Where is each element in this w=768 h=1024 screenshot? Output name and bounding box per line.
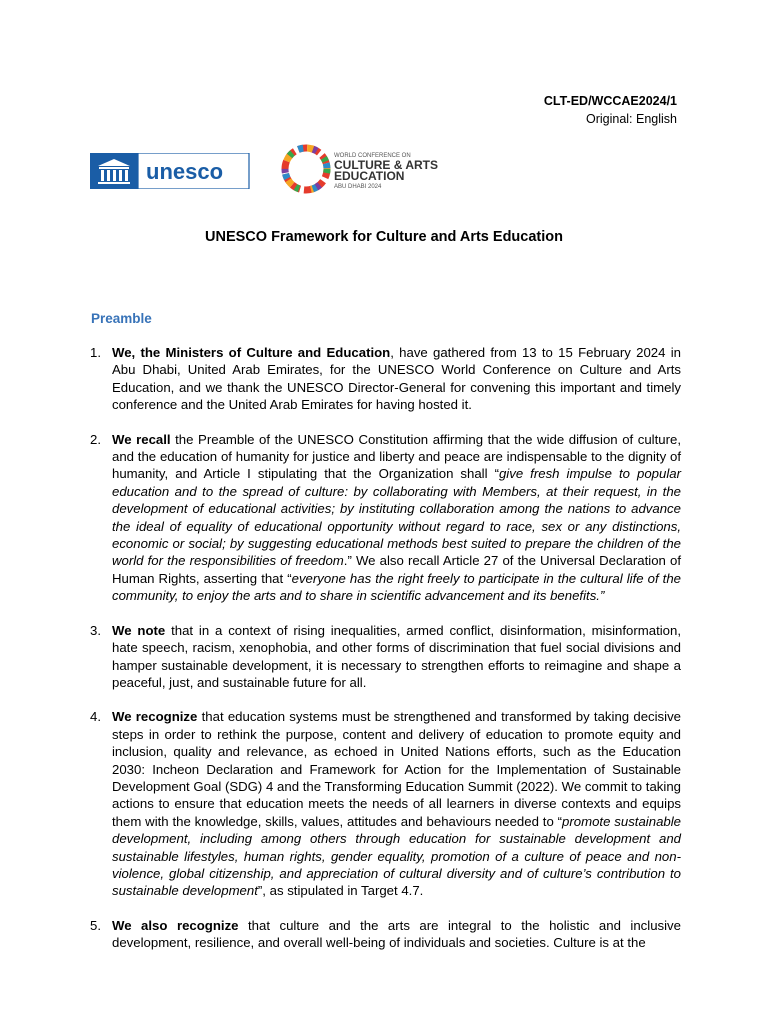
paragraph-lead: We recognize [112,709,198,725]
paragraph-lead: We note [112,622,166,638]
paragraph-text: .” We also recall Article 27 of the Universal Declaration of Human Rights, asserting that “ [112,553,681,586]
paragraph-text: that culture and the arts are integral to the holistic and inclusive development, resilience, and overall well-being of individuals and societies. Culture is at the [112,917,681,951]
unesco-logo [90,153,250,189]
paragraph-lead: We, the Ministers of Culture and Education [112,345,391,360]
paragraph-lead: We recall [112,431,171,447]
paragraph-lead: We also recognize [112,917,239,933]
paragraph-5 [90,917,681,952]
conference-emblem-icon [285,148,327,190]
paragraph-text: the Preamble of the UNESCO Constitution affirming that the wide diffusion of culture, and the education of humanity for justice and liberty and peace are indispensable to the dignity of humanity, and Article I stipulating that the Organization shall “ [112,431,681,482]
paragraph-text: that education systems must be strengthened and transformed by taking decisive steps in order to rethink the purpose, content and delivery of education to promote equity and inclusion, quality and relevance, as echoed in United Nations efforts, such as the Education 2030: Incheon Declaration and Framework for Action for the Implementation of Sustainable Development Goal (SDG) 4 and the Transforming Education Summit (2022). We commit to taking actions to ensure that education meets the needs of all learners in diverse contexts and equips them with the knowledge, skills, values, attitudes and behaviours needed to “ [112,709,682,829]
original-language: Original: English [585,112,677,126]
paragraph-number: 5. [90,917,101,933]
paragraph-4 [90,708,681,899]
paragraph-number: 4. [90,709,101,725]
paragraph-2 [90,431,681,605]
section-heading-preamble: Preamble [91,311,152,326]
paragraph-quote: everyone has the right freely to participate in the cultural life of the community, to enjoy the arts and to share in scientific advancement and its benefits.” [112,570,682,604]
paragraph-number: 2. [90,431,101,447]
paragraph-quote: promote sustainable development, including among others through education for sustainable development and sustainable lifestyles, human rights, gender equality, promotion of a culture of peace and non-violence, global citizenship, and appreciation of cultural diversity and of culture’s contribution to sustainable development [112,813,681,899]
paragraph-quote: give fresh impulse to popular education and to the spread of culture: by collaborating with Members, at their request, in the development of educational activities; by instituting collaboration among the nations to advance the ideal of equality of educational opportunity without regard to race, sex or any distinctions, economic or social; by suggesting educational methods best suited to prepare the children of the world for the responsibilities of freedom [112,466,681,569]
conference-logo-line3: EDUCATION [334,169,405,183]
paragraph-text: ”, as stipulated in Target 4.7. [257,883,424,899]
document-reference [544,92,677,128]
header-logos [90,143,490,193]
conference-logo [280,143,460,195]
conference-logo-line4: ABU DHABI 2024 [334,184,382,190]
paragraph-number: 1. [90,345,101,360]
paragraph-3 [90,622,681,692]
conference-logo-line2: CULTURE & ARTS [334,158,438,172]
paragraph-1 [90,344,681,414]
paragraph-text: that in a context of rising inequalities, armed conflict, disinformation, misinformation, hate speech, racism, xenophobia, and other forms of discrimination that fuel social divisions and hamper sustainable development, it is necessary to strengthen efforts to reimagine and shape a peaceful, just, and sustainable future for all. [112,622,682,690]
document-body [90,344,681,969]
conference-logo-line1: WORLD CONFERENCE ON [334,153,411,159]
paragraph-text: , have gathered from 13 to 15 February 2024 in Abu Dhabi, United Arab Emirates, for the UNESCO World Conference on Culture and Arts Education, and we thank the UNESCO Director-General for convening this important and timely conference and the United Arab Emirates for having hosted it. [112,345,681,413]
document-title: UNESCO Framework for Culture and Arts Education [205,229,563,245]
paragraph-number: 3. [90,622,101,638]
unesco-logo-text: unesco [146,159,224,184]
document-code: CLT-ED/WCCAE2024/1 [543,94,677,108]
